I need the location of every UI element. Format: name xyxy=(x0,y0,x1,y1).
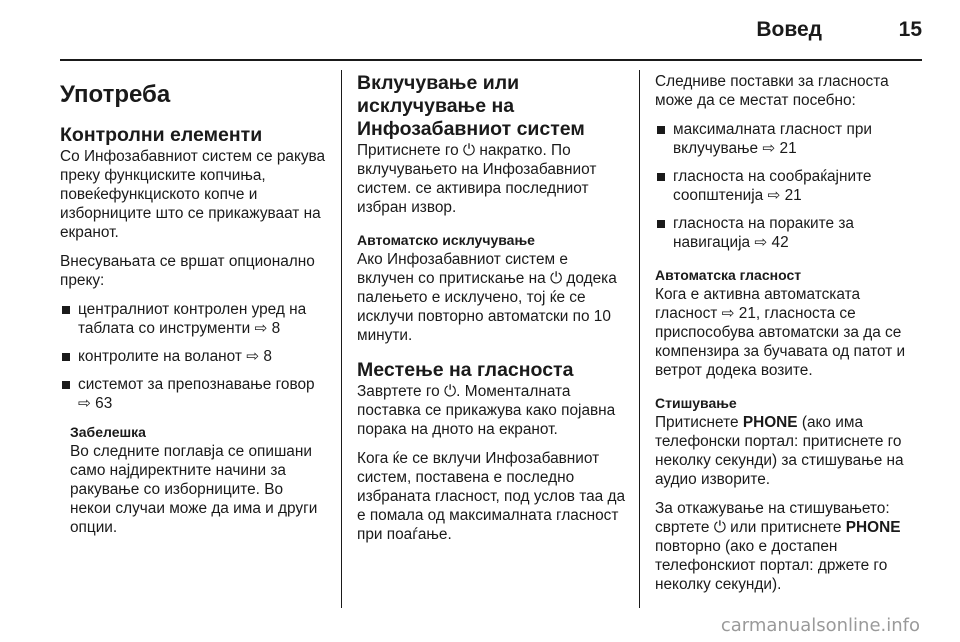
column-3 xyxy=(655,72,925,604)
note-title: Забелешка xyxy=(70,424,146,440)
phone-key-label: PHONE xyxy=(845,519,901,536)
volume-settings-paragraph: Следниве поставки за гласноста може да се местат посебно: xyxy=(655,73,889,109)
chapter-title: Употреба xyxy=(60,81,171,108)
intro-paragraph: Со Инфозабавниот систем се ракува преку функциските копчиња, повеќефункциското копче и изборниците што се прикажуваат на екранот. xyxy=(60,148,326,241)
section-heading-power: Вклучување или исклучување на Инфозабавниот систем xyxy=(357,72,585,140)
unmute-paragraph: За откажување на стишувањето: свртете ⏻ или притиснете PHONE повторно (ако е достапен телефонскиот портал: држете го неколку секунди). xyxy=(655,500,901,593)
list-item: контролите на воланот ⇨ 8 xyxy=(60,347,328,366)
page-number: 15 xyxy=(898,18,922,41)
subheading-auto-off: Автоматско исклучување xyxy=(357,232,535,248)
list-item: системот за препознавање говор ⇨ 63 xyxy=(60,375,328,413)
section-heading-controls: Контролни елементи xyxy=(60,124,263,146)
volume-paragraph: Завртете го ⏻. Моменталната поставка се прикажува како појавна порака на дното на екранот. xyxy=(357,383,616,438)
list-item: гласноста на пораките за навигација ⇨ 42 xyxy=(655,214,925,252)
section-title: Вовед xyxy=(756,18,822,41)
subheading-auto-volume: Автоматска гласност xyxy=(655,267,802,283)
power-paragraph: Притиснете го ⏻ накратко. По вклучувањето на Инфозабавниот систем. се активира последниот избран извор. xyxy=(357,142,597,216)
note-text: Во следните поглавја се опишани само најдиректните начини за ракување со изборниците. Во некои случаи може да има и други опции. xyxy=(70,443,318,536)
watermark: carmanualsonline.info xyxy=(720,615,920,636)
section-heading-volume: Местење на гласноста xyxy=(357,359,574,381)
column-1 xyxy=(60,72,328,537)
input-paragraph: Внесувањата се вршат опционално преку: xyxy=(60,253,315,289)
input-methods-list xyxy=(60,300,328,413)
mute-paragraph: Притиснете PHONE (ако има телефонски портал: притиснете го неколку секунди) за стишување на аудио изворите. xyxy=(655,414,904,488)
list-item: максималната гласност при вклучување ⇨ 21 xyxy=(655,120,925,158)
subheading-mute: Стишување xyxy=(655,395,737,411)
phone-key-label: PHONE xyxy=(742,414,798,431)
auto-volume-paragraph: Кога е активна автоматската гласност ⇨ 21, гласноста се приспособува автоматски за да се компензира за бучавата од патот и ветрот додека возите. xyxy=(655,286,906,379)
header-rule xyxy=(60,59,922,61)
auto-off-paragraph: Ако Инфозабавниот систем е вклучен со притискање на ⏻ додека палењето е исклучено, тој ќе се исклучи повторно автоматски по 10 минути. xyxy=(357,251,617,344)
volume-startup-paragraph: Кога ќе се вклучи Инфозабавниот систем, поставена е последно избраната гласност, под услов таа да е помала од максималната гласност при поаѓање. xyxy=(357,450,626,543)
list-item: централниот контролен уред на таблата со инструменти ⇨ 8 xyxy=(60,300,328,338)
note-box xyxy=(60,423,328,537)
column-2 xyxy=(357,72,627,554)
volume-settings-list xyxy=(655,120,925,252)
column-divider xyxy=(639,70,640,608)
column-divider xyxy=(341,70,342,608)
list-item: гласноста на сообраќајните соопштенија ⇨ 21 xyxy=(655,167,925,205)
